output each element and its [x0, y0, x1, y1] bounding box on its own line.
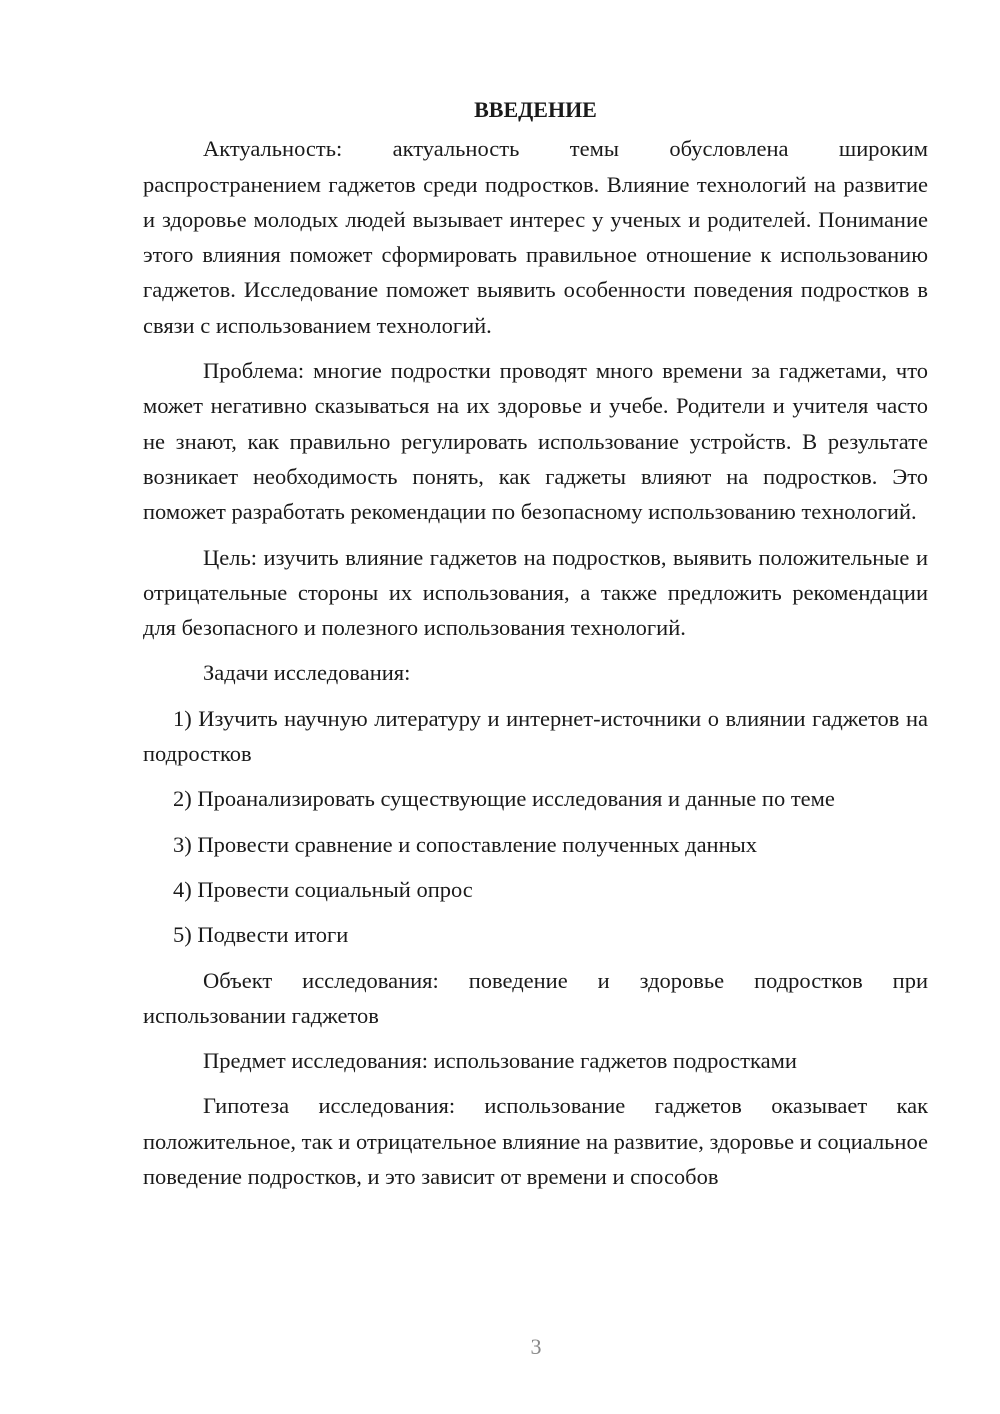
- list-item: 2) Проанализировать существующие исследования и данные по теме: [173, 786, 835, 812]
- section-heading: ВВЕДЕНИЕ: [474, 97, 597, 122]
- paragraph-problem: Проблема: многие подростки проводят много времени за гаджетами, что может негативно сказываться на их здоровье и учебе. Родители и учителя часто не знают, как правильно регулировать использование устройств. В результате возникает необходимость понять, как гаджеты влияют на подростков. Это поможет разработать рекомендации по безопасному использованию технологий.: [143, 358, 928, 525]
- paragraph-hypothesis: Гипотеза исследования: использование гаджетов оказывает как положительное, так и отрицательное влияние на развитие, здоровье и социальное поведение подростков, и это зависит от времени и способов: [143, 1093, 928, 1190]
- list-item: 5) Подвести итоги: [173, 922, 349, 948]
- paragraph-object: Объект исследования: поведение и здоровье подростков при использовании гаджетов: [143, 967, 928, 1028]
- tasks-list: [143, 701, 928, 953]
- tasks-title: Задачи исследования:: [203, 660, 411, 686]
- paragraph-relevance: Актуальность: актуальность темы обусловлена широким распространением гаджетов среди подростков. Влияние технологий на развитие и здоровье молодых людей вызывает интерес у ученых и родителей. Понимание этого влияния поможет сформировать правильное отношение к использованию гаджетов. Исследование поможет выявить особенности поведения подростков в связи с использованием технологий.: [143, 136, 928, 338]
- page-number: 3: [530, 1334, 542, 1359]
- list-item: 4) Провести социальный опрос: [173, 876, 473, 902]
- paragraph-subject: Предмет исследования: использование гаджетов подростками: [203, 1048, 797, 1074]
- paragraph-goal: Цель: изучить влияние гаджетов на подростков, выявить положительные и отрицательные стороны их использования, а также предложить рекомендации для безопасного и полезного использования технологий.: [143, 544, 928, 641]
- document-body: [143, 92, 928, 1204]
- list-item: 1) Изучить научную литературу и интернет-источники о влиянии гаджетов на подростков: [143, 705, 928, 767]
- list-item: 3) Провести сравнение и сопоставление полученных данных: [173, 831, 758, 857]
